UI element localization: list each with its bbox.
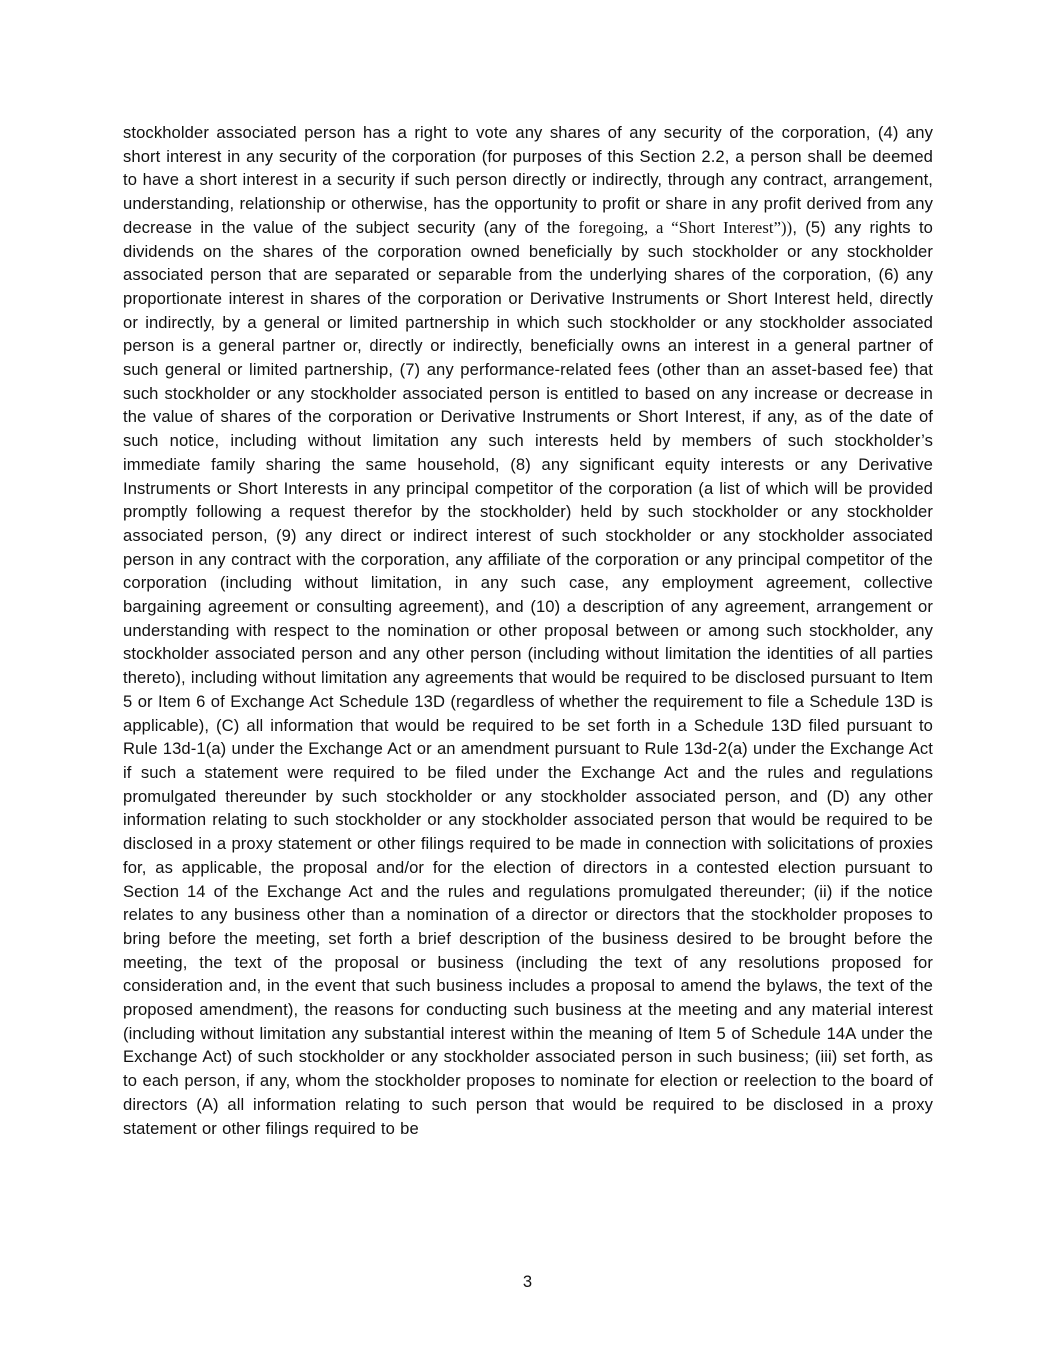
- body-paragraph: [123, 121, 933, 1140]
- text-segment: stockholder associated person has a right to vote any shares of any security of the corporation, (4) any short interest in any security of the corporation (for purposes of this Section 2.2, a person shall be deemed to have a short interest in a security if such person directly or indirectly, through any contract, arrangement, understanding, relationship or otherwise, has the opportunity to profit or share in any profit derived from any decrease in the value of the subject security (any of the: [123, 123, 933, 237]
- text-segment: foregoing, a “Short Interest”)): [578, 217, 793, 237]
- text-column: [123, 121, 933, 1140]
- text-segment: , (5) any rights to dividends on the shares of the corporation owned beneficially by such stockholder or any stockholder associated person that are separated or separable from the underlying shares of the corporation, (6) any proportionate interest in shares of the corporation or Derivative Instruments or Short Interest held, directly or indirectly, by a general or limited partnership in which such stockholder or any stockholder associated person is a general partner or, directly or indirectly, beneficially owns an interest in a general partner of such general or limited partnership, (7) any performance-related fees (other than an asset-based fee) that such stockholder or any stockholder associated person is entitled to based on any increase or decrease in the value of shares of the corporation or Derivative Instruments or Short Interest, if any, as of the date of such notice, including without limitation any such interests held by members of such stockholder’s immediate family sharing the same household, (8) any significant equity interests or any Derivative Instruments or Short Interests in any principal competitor of the corporation (a list of which will be provided promptly following a request therefor by the stockholder) held by such stockholder or any stockholder associated person, (9) any direct or indirect interest of such stockholder or any stockholder associated person in any contract with the corporation, any affiliate of the corporation or any principal competitor of the corporation (including without limitation, in any such case, any employment agreement, collective bargaining agreement or consulting agreement), and (10) a description of any agreement, arrangement or understanding with respect to the nomination or other proposal between or among such stockholder, any stockholder associated person and any other person (including without limitation the identities of all parties thereto), including without limitation any agreements that would be required to be disclosed pursuant to Item 5 or Item 6 of Exchange Act Schedule 13D (regardless of whether the requirement to file a Schedule 13D is applicable), (C) all information that would be required to be set forth in a Schedule 13D filed pursuant to Rule 13d-1(a) under the Exchange Act or an amendment pursuant to Rule 13d-2(a) under the Exchange Act if such a statement were required to be filed under the Exchange Act and the rules and regulations promulgated thereunder by such stockholder or any stockholder associated person, and (D) any other information relating to such stockholder or any stockholder associated person that would be required to be disclosed in a proxy statement or other filings required to be made in connection with solicitations of proxies for, as applicable, the proposal and/or for the election of directors in a contested election pursuant to Section 14 of the Exchange Act and the rules and regulations promulgated thereunder; (ii) if the notice relates to any business other than a nomination of a director or directors that the stockholder proposes to bring before the meeting, set forth a brief description of the business desired to be brought before the meeting, the text of the proposal or business (including the text of any resolutions proposed for consideration and, in the event that such business includes a proposal to amend the bylaws, the text of the proposed amendment), the reasons for conducting such business at the meeting and any material interest (including without limitation any substantial interest within the meaning of Item 5 of Schedule 14A under the Exchange Act) of such stockholder or any stockholder associated person in such business; (iii) set forth, as to each person, if any, whom the stockholder proposes to nominate for election or reelection to the board of directors (A) all information relating to such person that would be required to be disclosed in a proxy statement or other filings required to be: [123, 217, 933, 1138]
- page-number: 3: [522, 1272, 533, 1291]
